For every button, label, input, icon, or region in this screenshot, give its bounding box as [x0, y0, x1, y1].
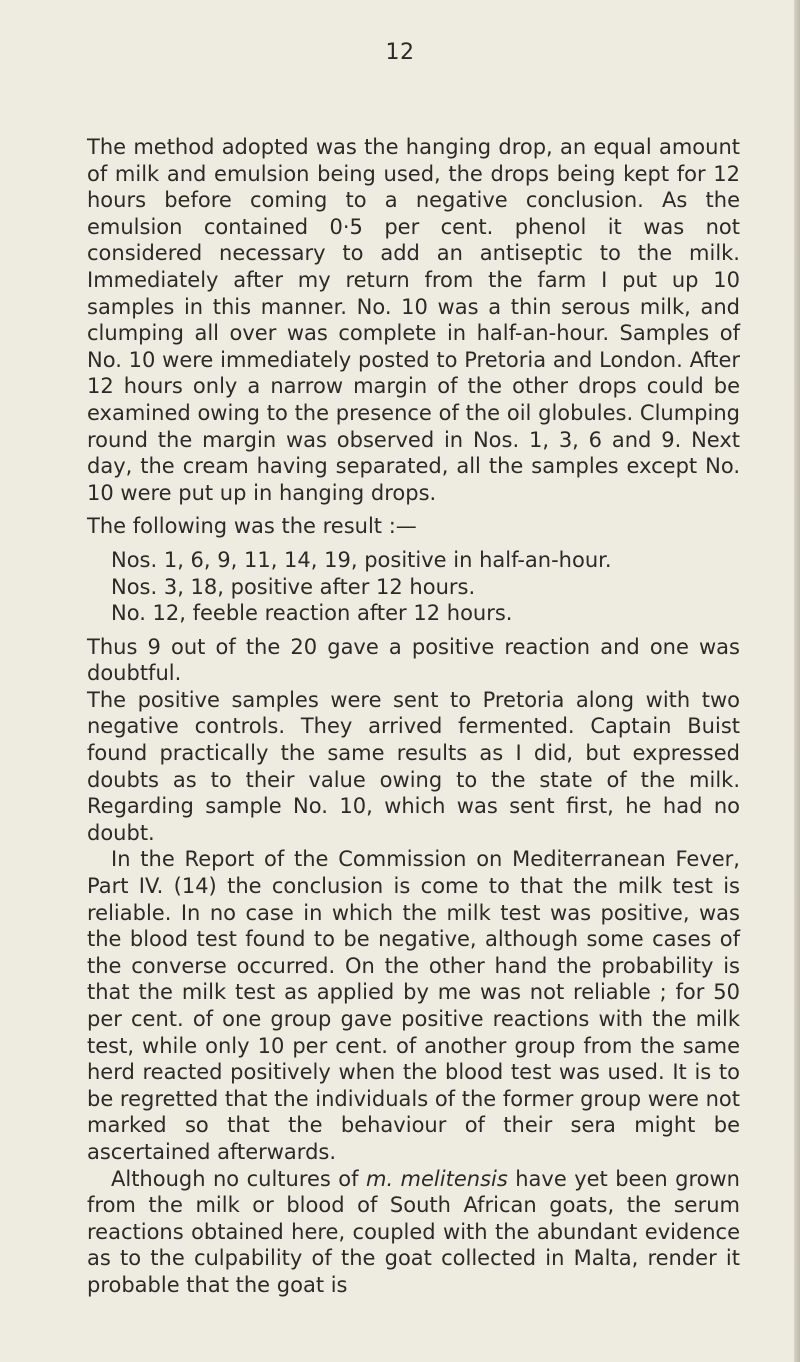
- paragraph-report: In the Report of the Commission on Mediterranean Fever, Part IV. (14) the conclusion is come to that the milk test is reliable. In no case in which the milk test was positive, was the blood test found to be negative, although some cases of the converse occurred. On the other hand the probability is that the milk test as applied by me was not reliable ; for 50 per cent. of one group gave positive reactions with the milk test, while only 10 per cent. of another group from the same herd reacted positively when the blood test was used. It is to be regretted that the individuals of the former group were not marked so that the behaviour of their sera might be ascertained afterwards.: [87, 847, 740, 1164]
- page-number: 12: [385, 40, 415, 65]
- paragraph-result-intro: The following was the result :—: [87, 514, 417, 539]
- paragraph-method: The method adopted was the hanging drop, an equal amount of milk and emulsion being used, the drops being kept for 12 hours before coming to a negative conclusion. As the emulsion contained 0·5 per cent. phenol it was not considered necessary to add an antiseptic to the milk. Immediately after my return from the farm I put up 10 samples in this manner. No. 10 was a thin serous milk, and clumping all over was complete in half-an-hour. Samples of No. 10 were immediately posted to Pretoria and London. After 12 hours only a narrow margin of the other drops could be examined owing to the presence of the oil globules. Clumping round the margin was observed in Nos. 1, 3, 6 and 9. Next day, the cream having separated, all the samples except No. 10 were put up in hanging drops.: [87, 135, 740, 505]
- conclusion-text-end: have yet been grown from the milk or blood of South African goats, the serum reactions obtained here, coupled with the abundant evidence as to the culpability of the goat collected in Malta, render it probable that the goat is: [87, 1166, 740, 1297]
- body-text: [87, 134, 740, 1299]
- result-line-2: Nos. 3, 18, positive after 12 hours.: [111, 574, 476, 599]
- page-edge: [794, 0, 800, 1362]
- result-line-3: No. 12, feeble reaction after 12 hours.: [111, 601, 513, 626]
- conclusion-text-start: Although no cultures of: [111, 1166, 366, 1191]
- result-line-1: Nos. 1, 6, 9, 11, 14, 19, positive in half-an-hour.: [111, 547, 612, 572]
- species-name: m. melitensis: [365, 1166, 508, 1191]
- paragraph-summary: Thus 9 out of the 20 gave a positive reaction and one was doubtful.: [87, 634, 740, 686]
- paragraph-conclusion: [87, 1166, 740, 1299]
- paragraph-controls: The positive samples were sent to Pretoria along with two negative controls. They arrived fermented. Captain Buist found practically the same results as I did, but expressed doubts as to their value owing to the state of the milk. Regarding sample No. 10, which was sent first, he had no doubt.: [87, 687, 740, 845]
